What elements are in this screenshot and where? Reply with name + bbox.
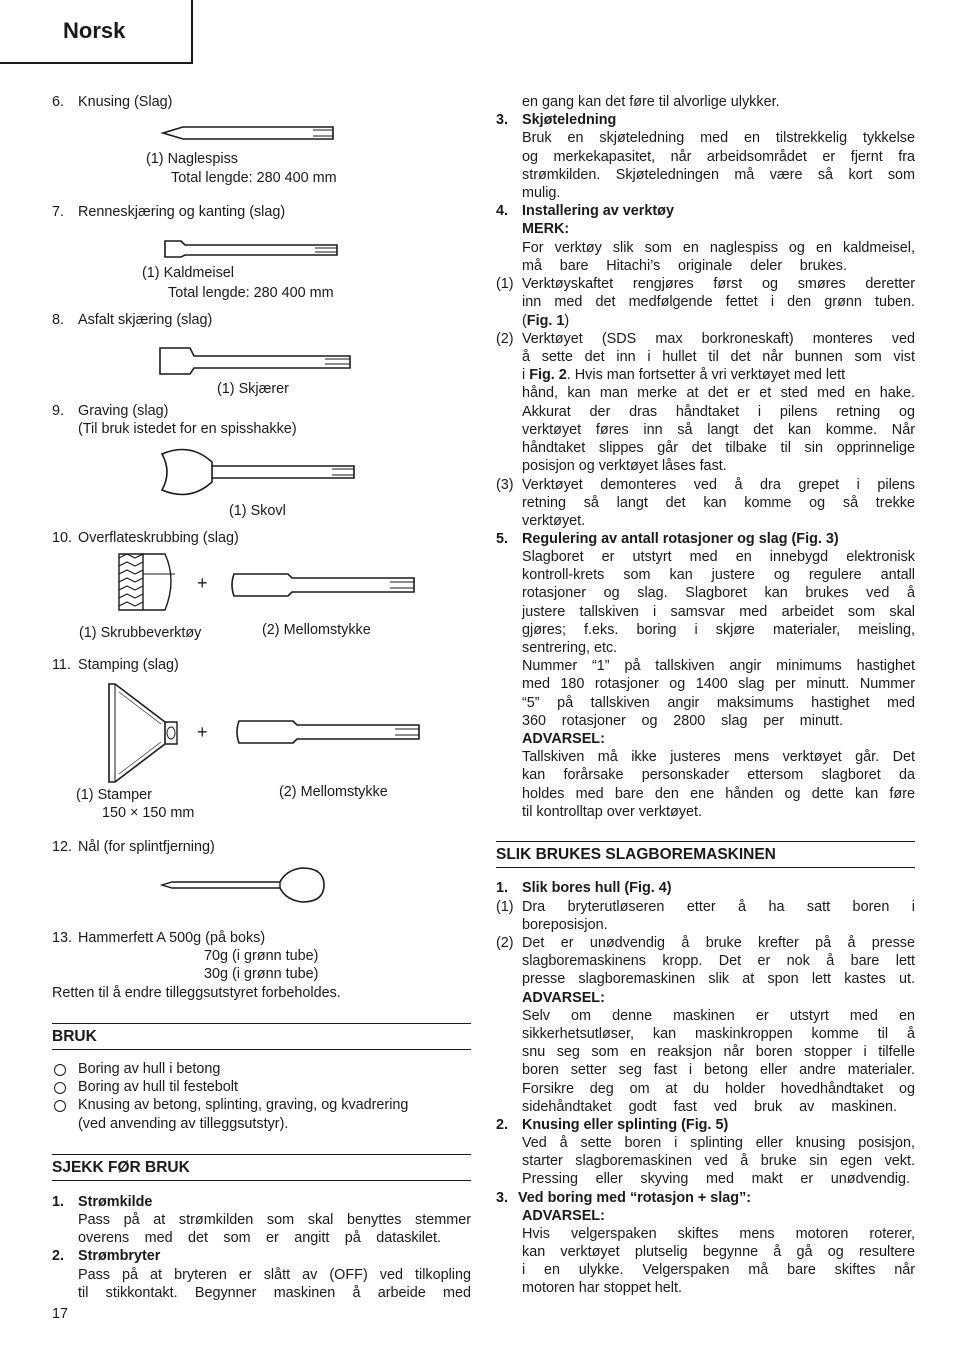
r-line-31: retning så langt det kan komme og så trekke: [522, 495, 915, 511]
s-sub-1-number: (1): [496, 899, 514, 915]
s-line-18: Ved å sette boren i splinting eller knusing posisjon,: [522, 1135, 915, 1151]
r-sub-3-number: (3): [496, 477, 514, 493]
sjekk-heading: SJEKK FØR BRUK: [52, 1154, 471, 1181]
r-line-6: mulig.: [522, 185, 561, 201]
sjekk-1-title: Strømkilde: [78, 1194, 153, 1210]
skovl-illustration: [160, 446, 360, 498]
item-10-title: Overflateskrubbing (slag): [78, 530, 239, 546]
s-line-8: presse slagboremaskinen slik at spon lett kastes ut.: [522, 971, 915, 987]
skrubbeverktoy-illustration: [115, 550, 181, 614]
item-7-title: Renneskjæring og kanting (slag): [78, 204, 286, 220]
r-line-36: kontroll-krets som kan justere og regulere antall: [522, 567, 915, 583]
naal-illustration: [162, 866, 328, 904]
s-line-11: sikkerhetsutløser, kan maskinkroppen komme til å: [522, 1026, 915, 1042]
item-7-length: Total lengde: 280 400 mm: [168, 285, 334, 301]
r-sub-1-number: (1): [496, 276, 514, 292]
r-line-30: Verktøyet demonteres ved å dra grepet i pilens: [522, 477, 915, 493]
item-9-subtitle: (Til bruk istedet for en spisshakke): [78, 421, 297, 437]
s-3-title: Ved boring med “rotasjon + slag”:: [518, 1190, 752, 1206]
r-line-14: inn med det medfølgende fettet i den grønn tuben.: [522, 294, 915, 310]
mellomstykke-illustration-1: [230, 572, 420, 598]
sjekk-2-number: 2.: [52, 1248, 65, 1264]
r-line-27: håndtaket slippes går det tilbake til sin opprinnelige: [522, 440, 915, 456]
r-3-number: 3.: [496, 112, 509, 128]
r-4-title: Installering av verktøy: [522, 203, 674, 219]
bullet-circle-icon: [54, 1100, 66, 1112]
item-12-number: 12.: [52, 839, 73, 855]
sjekk-1-number: 1.: [52, 1194, 65, 1210]
item-7-caption: (1) Kaldmeisel: [142, 265, 234, 281]
bruk-item-3: Knusing av betong, splinting, graving, og kvadrering: [78, 1097, 409, 1114]
item-11-number: 11.: [52, 657, 71, 673]
r-merk: MERK:: [522, 221, 570, 237]
item-8-caption: (1) Skjærer: [217, 381, 289, 397]
r-3-title: Skjøteledning: [522, 112, 617, 128]
r-line-0: en gang kan det føre til alvorlige ulykker.: [522, 94, 780, 110]
r-line-47: kan forårsake personskader ettersom slagboret da: [522, 767, 915, 783]
r-line-24: hånd, kan man merke at det er et sted med en hake.: [522, 385, 915, 401]
s-line-19: starter slagboremaskinen ved å bruke sin egen vekt.: [522, 1153, 915, 1169]
page-number: 17: [52, 1306, 69, 1322]
r-fig1-label: Fig. 1: [526, 313, 565, 329]
r-line-28: posisjon og verktøyet låses fast.: [522, 458, 727, 474]
stamper-illustration: [105, 682, 185, 784]
r-line-41: Nummer “1” på tallskiven angir minimums hastighet: [522, 658, 915, 674]
bullet-circle-icon: [54, 1064, 66, 1076]
r-line-26: verktøyet føres inn så langt det kan komme. Når: [522, 422, 915, 438]
s-advarsel-1-label: ADVARSEL: [522, 990, 601, 1006]
s-2-number: 2.: [496, 1117, 509, 1133]
r-line-5: strømkilden. Skjøteledningen må være så kort som: [522, 167, 915, 183]
r-line-44: 360 rotasjoner og 2800 slag per minutt.: [522, 713, 843, 729]
r-advarsel-1-colon: :: [600, 731, 605, 747]
r-line-11: må bare Hitachi’s originale deler brukes.: [522, 258, 847, 274]
item-9-number: 9.: [52, 403, 65, 419]
r-5-title: Regulering av antall rotasjoner og slag (Fig. 3): [522, 531, 839, 547]
item-11-caption-1: (1) Stamper: [76, 787, 152, 803]
s-advarsel-1-colon: :: [600, 990, 605, 1006]
item-13-title: Hammerfett A 500g (på boks): [78, 930, 266, 946]
r-line-23: . Hvis man fortsetter å vri verktøyet med lett: [566, 367, 846, 383]
s-line-7: slagboremaskinens kropp. Det er nok å bare lett: [522, 953, 915, 969]
r-line-49: til kontrolltap over verktøyet.: [522, 804, 702, 820]
r-line-20: å sette det inn i hullet til det når bunnen som vist: [522, 349, 915, 365]
sjekk-2-line-1: Pass på at bryteren er slått av (OFF) ved tilkopling: [78, 1267, 471, 1283]
item-13-number: 13.: [52, 930, 73, 946]
sjekk-2-title: Strømbryter: [78, 1248, 161, 1264]
s-line-10: Selv om denne maskinen er utstyrt med en: [522, 1008, 915, 1024]
r-line-4: og merkekapasitet, når arbeidsområdet er fjernt fra: [522, 149, 915, 165]
r-line-40: sentrering, etc.: [522, 640, 618, 656]
r-line-43: “5” på tallskiven angir maksimums hastighet med: [522, 695, 915, 711]
s-advarsel-2-label: ADVARSEL: [522, 1208, 601, 1224]
plus-sign-1: +: [197, 573, 208, 593]
r-fig1-ref: [522, 312, 569, 330]
item-6-length: Total lengde: 280 400 mm: [171, 170, 337, 186]
r-paren-close: ): [564, 313, 570, 329]
r-line-25: Akkurat der dras håndtaket i pilens retning og: [522, 404, 915, 420]
s-3-number: 3.: [496, 1190, 509, 1206]
r-line-13: Verktøyskaftet rengjøres først og smøres deretter: [522, 276, 915, 292]
r-line-3: Bruk en skjøteledning med en tilstrekkelig tykkelse: [522, 130, 915, 146]
item-8-title: Asfalt skjæring (slag): [78, 312, 213, 328]
s-advarsel-2: [522, 1207, 605, 1225]
item-6-caption: (1) Naglespiss: [146, 151, 238, 167]
sjekk-1-line-2: overens med det som er angitt på dataskilet.: [78, 1230, 441, 1246]
plus-sign-2: +: [197, 722, 208, 742]
item-7-number: 7.: [52, 204, 65, 220]
r-advarsel-1-label: ADVARSEL: [522, 731, 601, 747]
s-line-14: Forsikre deg om at du holder hovedhåndtaket og: [522, 1081, 915, 1097]
r-line-32: verktøyet.: [522, 513, 586, 529]
language-label: Norsk: [63, 18, 126, 43]
item-11-title: Stamping (slag): [78, 657, 179, 673]
s-1-number: 1.: [496, 880, 509, 896]
skjaerer-illustration: [160, 346, 355, 376]
r-line-38: justere tallskiven i samsvar med arbeidet som skal: [522, 604, 915, 620]
r-line-48: holdes med bare den ene hånden og dette kan føre: [522, 786, 915, 802]
r-line-42: med 180 rotasjoner og 1400 slag per minutt. Nummer: [522, 676, 915, 692]
s-line-3: Dra bryterutløseren etter å ha satt boren i: [522, 899, 915, 915]
r-paren-open: (: [522, 313, 527, 329]
item-9-caption: (1) Skovl: [229, 503, 286, 519]
item-10-caption-2: (2) Mellomstykke: [262, 622, 371, 638]
item-13-line-3: 30g (i grønn tube): [204, 966, 319, 982]
s-line-12: snu seg som en reaksjon når boren stopper i tilfelle: [522, 1044, 915, 1060]
r-fig2-label: Fig. 2: [529, 367, 567, 383]
s-sub-2-number: (2): [496, 935, 514, 951]
s-line-15: sidehåndtaket godt fast ved bruk av maskinen.: [522, 1099, 897, 1115]
r-line-21: i: [522, 367, 530, 383]
slik-heading: SLIK BRUKES SLAGBOREMASKINEN: [496, 841, 915, 868]
r-fig2-line: [522, 366, 915, 384]
r-line-10: For verktøy slik som en naglespiss og en kaldmeisel,: [522, 240, 915, 256]
item-10-number: 10.: [52, 530, 73, 546]
bruk-item-1: Boring av hull i betong: [78, 1061, 221, 1077]
sjekk-2-line-2: til stikkontakt. Begynner maskinen å arbeide med: [78, 1285, 471, 1301]
r-4-number: 4.: [496, 203, 509, 219]
item-13-line-2: 70g (i grønn tube): [204, 948, 319, 964]
bruk-item-2: Boring av hull til festebolt: [78, 1079, 238, 1096]
s-advarsel-2-colon: :: [600, 1208, 605, 1224]
s-line-20: Pressing eller skyving med makt er unødvendig.: [522, 1171, 910, 1187]
mellomstykke-illustration-2: [235, 719, 425, 745]
item-11-caption-2: (2) Mellomstykke: [279, 784, 388, 800]
r-line-37: rotasjoner og slag. Slagboret kan brukes ved å: [522, 585, 915, 601]
s-advarsel-1: [522, 989, 605, 1007]
language-tab: [0, 0, 193, 64]
r-line-35: Slagboret er utstyrt med en innebygd elektronisk: [522, 549, 915, 565]
s-line-13: boren setter seg fast i betong eller andre materialer.: [522, 1062, 915, 1078]
s-line-27: motoren har stoppet helt.: [522, 1280, 682, 1296]
s-line-25: kan verktøyet plutselig begynne å gå og resultere: [522, 1244, 915, 1260]
s-line-24: Hvis velgerspaken skiftes mens motoren roterer,: [522, 1226, 915, 1242]
s-2-title: Knusing eller splinting (Fig. 5): [522, 1117, 729, 1133]
item-8-number: 8.: [52, 312, 65, 328]
s-line-26: i en ulykke. Velgerspaken må bare skiftes når: [522, 1262, 915, 1278]
item-6-number: 6.: [52, 94, 65, 110]
r-advarsel-1: [522, 730, 605, 748]
s-line-4: boreposisjon.: [522, 917, 608, 933]
naglespiss-illustration: [163, 124, 343, 142]
r-line-39: gjøres; f.eks. boring i skjøre materialer, meisling,: [522, 622, 915, 638]
sjekk-1-line-1: Pass på at strømkilden som skal benyttes stemmer: [78, 1212, 471, 1228]
bruk-list: [52, 1060, 471, 1133]
item-12-title: Nål (for splintfjerning): [78, 839, 215, 855]
s-1-title: Slik bores hull (Fig. 4): [522, 880, 672, 896]
item-11-size: 150 × 150 mm: [102, 805, 195, 821]
r-5-number: 5.: [496, 531, 509, 547]
r-line-19: Verktøyet (SDS max borkroneskaft) monteres ved: [522, 331, 915, 347]
bruk-heading: BRUK: [52, 1023, 471, 1050]
kaldmeisel-illustration: [165, 239, 343, 259]
r-line-46: Tallskiven må ikke justeres mens verktøyet går. Det: [522, 749, 915, 765]
r-sub-2-number: (2): [496, 331, 514, 347]
s-line-6: Det er unødvendig å bruke krefter på å presse: [522, 935, 915, 951]
item-9-title: Graving (slag): [78, 403, 169, 419]
bullet-circle-icon: [54, 1082, 66, 1094]
bruk-item-3-cont: (ved anvending av tilleggsutstyr).: [78, 1115, 289, 1132]
item-10-caption-1: (1) Skrubbeverktøy: [79, 625, 202, 641]
reserve-note: Retten til å endre tilleggsutstyret forbeholdes.: [52, 985, 341, 1001]
item-6-title: Knusing (Slag): [78, 94, 173, 110]
